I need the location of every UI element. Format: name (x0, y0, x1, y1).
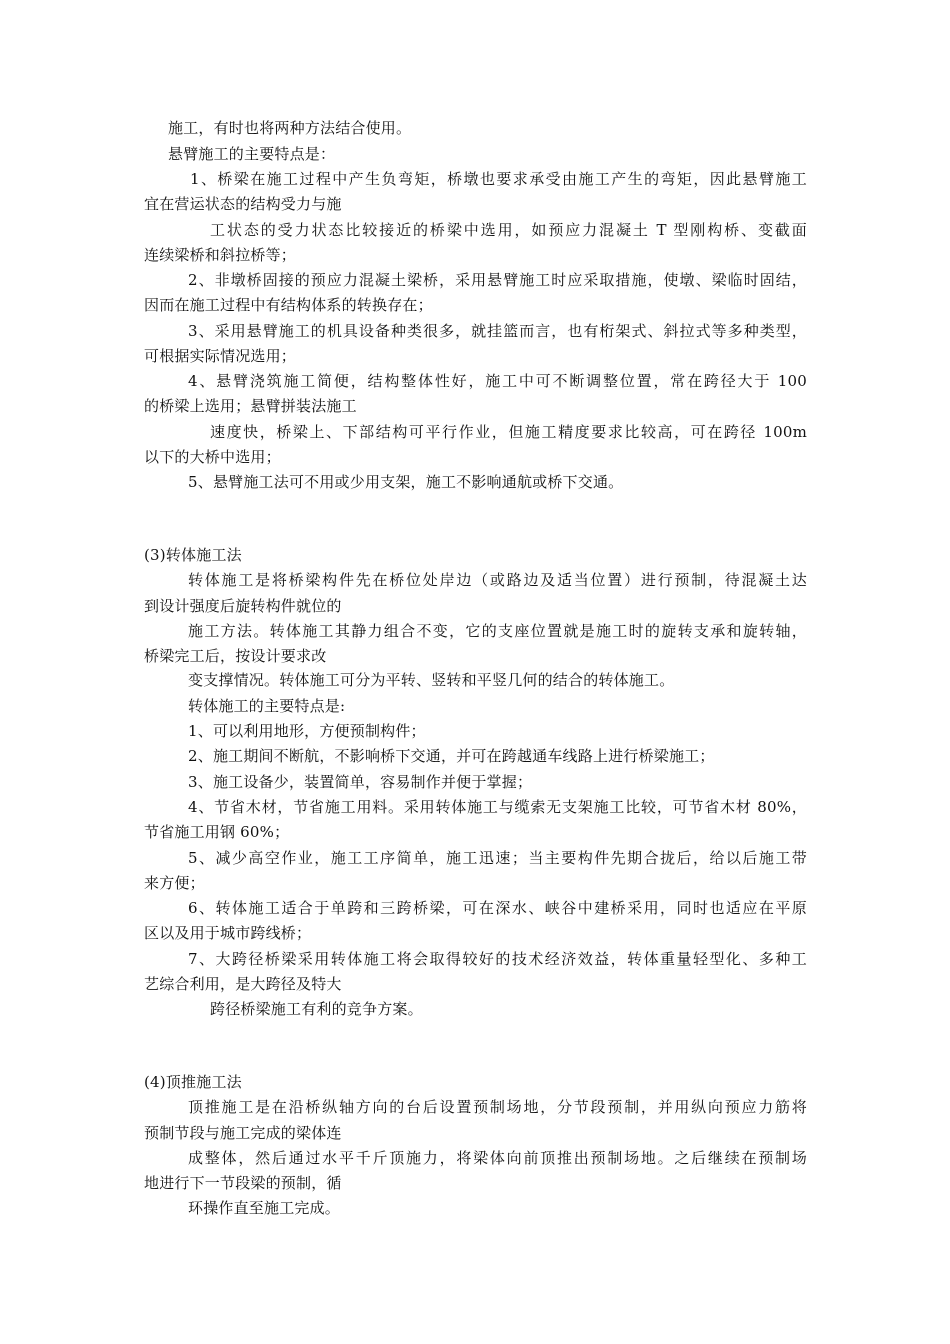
text-line: 节省施工用钢 60%； (144, 823, 290, 841)
text-line: 转体施工的主要特点是: (188, 697, 346, 715)
text-line: 因而在施工过程中有结构体系的转换存在； (144, 296, 433, 314)
text-line: 宜在营运状态的结构受力与施 (144, 195, 342, 213)
text-line: 的桥梁上选用；悬臂拼装法施工 (144, 397, 357, 415)
text-line: 工状态的受力状态比较接近的桥梁中选用，如预应力混凝土 T 型刚构桥、变截面 (210, 221, 807, 239)
text-line: 悬臂施工的主要特点是： (168, 145, 336, 163)
text-line: 顶推施工是在沿桥纵轴方向的台后设置预制场地，分节段预制，并用纵向预应力筋将 (188, 1098, 807, 1116)
text-line: 2、非墩桥固接的预应力混凝土梁桥，采用悬臂施工时应采取措施，使墩、梁临时固结， (188, 271, 807, 289)
text-line: 地进行下一节段梁的预制，循 (144, 1174, 342, 1192)
text-line: 2、施工期间不断航，不影响桥下交通，并可在跨越通车线路上进行桥梁施工； (188, 747, 715, 765)
text-line: 速度快，桥梁上、下部结构可平行作业，但施工精度要求比较高，可在跨径 100m (210, 423, 807, 441)
text-line: 变支撑情况。转体施工可分为平转、竖转和平竖几何的结合的转体施工。 (188, 671, 675, 689)
text-line: 1、可以利用地形，方便预制构件； (188, 722, 426, 740)
text-line: 4、节省木材，节省施工用料。采用转体施工与缆索无支架施工比较，可节省木材 80%， (188, 798, 807, 816)
section-heading: (4)顶推施工法 (144, 1073, 242, 1091)
text-line: 3、施工设备少，装置简单，容易制作并便于掌握； (188, 773, 533, 791)
text-line: 到设计强度后旋转构件就位的 (144, 597, 342, 615)
text-line: 跨径桥梁施工有利的竞争方案。 (210, 1000, 423, 1018)
text-line: 施工方法。转体施工其静力组合不变，它的支座位置就是施工时的旋转支承和旋转轴， (188, 622, 807, 640)
text-line: 以下的大桥中选用； (144, 448, 281, 466)
text-line: 施工，有时也将两种方法结合使用。 (168, 119, 412, 137)
text-line: 1、桥梁在施工过程中产生负弯矩，桥墩也要求承受由施工产生的弯矩，因此悬臂施工 (190, 170, 807, 188)
text-line: 艺综合利用，是大跨径及特大 (144, 975, 342, 993)
text-line: 环操作直至施工完成。 (188, 1199, 341, 1217)
section-heading: (3)转体施工法 (144, 546, 242, 564)
text-line: 3、采用悬臂施工的机具设备种类很多，就挂篮而言，也有桁架式、斜拉式等多种类型， (188, 322, 807, 340)
text-line: 7、大跨径桥梁采用转体施工将会取得较好的技术经济效益，转体重量轻型化、多种工 (188, 950, 807, 968)
text-line: 转体施工是将桥梁构件先在桥位处岸边（或路边及适当位置）进行预制，待混凝土达 (188, 571, 807, 589)
text-line: 连续梁桥和斜拉桥等； (144, 246, 297, 264)
text-line: 桥梁完工后，按设计要求改 (144, 647, 327, 665)
text-line: 5、悬臂施工法可不用或少用支架，施工不影响通航或桥下交通。 (188, 473, 624, 491)
text-line: 区以及用于城市跨线桥； (144, 924, 312, 942)
text-line: 6、转体施工适合于单跨和三跨桥梁，可在深水、峡谷中建桥采用，同时也适应在平原 (188, 899, 807, 917)
text-line: 5、减少高空作业，施工工序简单，施工迅速；当主要构件先期合拢后，给以后施工带 (188, 849, 807, 867)
text-line: 预制节段与施工完成的梁体连 (144, 1124, 342, 1142)
text-line: 成整体，然后通过水平千斤顶施力，将梁体向前顶推出预制场地。之后继续在预制场 (188, 1149, 807, 1167)
text-line: 可根据实际情况选用； (144, 347, 297, 365)
text-line: 4、悬臂浇筑施工简便，结构整体性好，施工中可不断调整位置，常在跨径大于 100 (188, 372, 807, 390)
text-line: 来方便； (144, 874, 205, 892)
